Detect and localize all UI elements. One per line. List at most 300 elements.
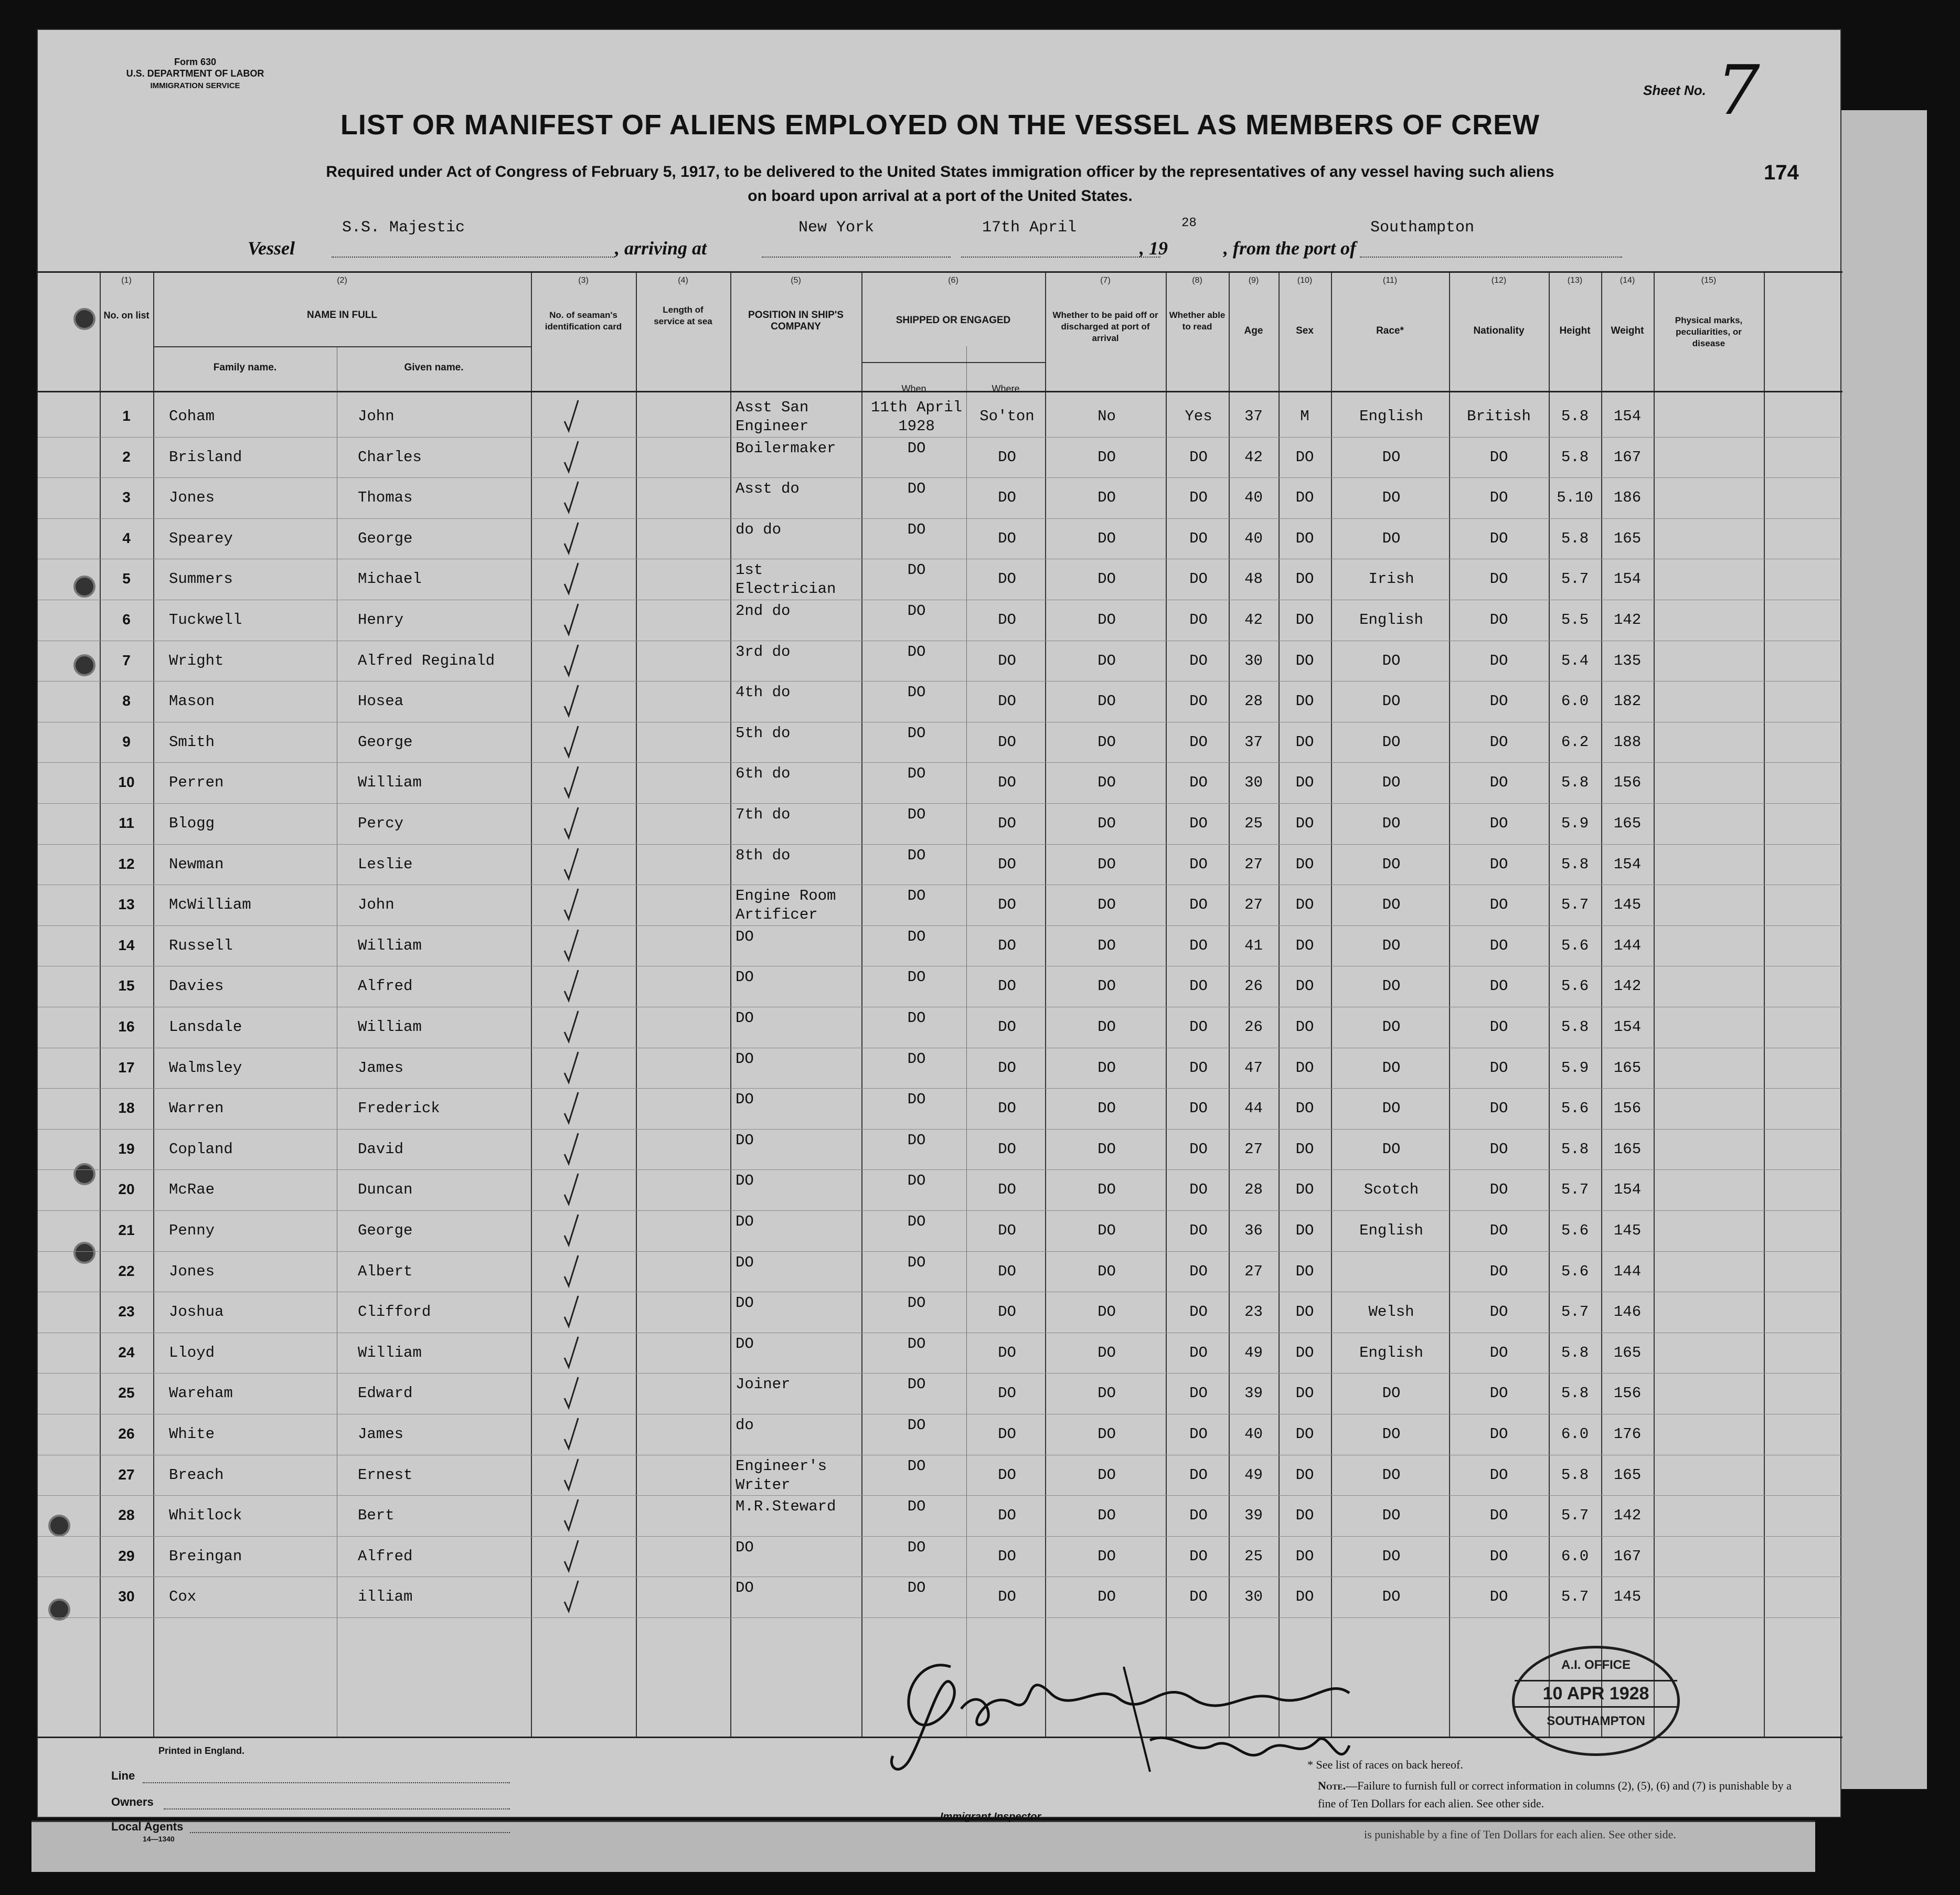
cell-race: DO (1382, 1507, 1401, 1525)
cell-paid: DO (1098, 652, 1116, 669)
cell-where: DO (998, 529, 1016, 547)
cell-no: 6 (122, 611, 131, 627)
cell-no: 25 (118, 1385, 135, 1401)
cell-weight: 188 (1613, 733, 1642, 751)
table-row (38, 1373, 1842, 1414)
header-where: Where (992, 384, 1020, 394)
cell-where: DO (998, 489, 1016, 507)
cell-given: Alfred Reginald (358, 652, 495, 669)
cell-when: DO (907, 1253, 926, 1271)
cell-weight: 156 (1613, 774, 1642, 792)
cell-read: DO (1189, 529, 1208, 547)
port-dotline (762, 257, 951, 258)
cell-height: 5.7 (1561, 1588, 1589, 1606)
cell-read: DO (1189, 1466, 1208, 1484)
cell-where: DO (998, 733, 1016, 751)
cell-height: 5.6 (1561, 936, 1589, 954)
cell-pos: DO (736, 1579, 754, 1597)
cell-where: DO (998, 1466, 1016, 1484)
cell-read: DO (1189, 1222, 1208, 1239)
cell-family: Coham (169, 408, 215, 425)
cell-when: DO (907, 1009, 926, 1027)
cell-weight: 165 (1613, 1344, 1642, 1361)
cell-no: 5 (122, 570, 131, 587)
cell-no: 12 (118, 855, 135, 872)
cell-where: DO (998, 1425, 1016, 1443)
cell-read: DO (1189, 1344, 1208, 1361)
cell-height: 5.6 (1561, 1262, 1589, 1280)
header-age: Age (1244, 325, 1263, 336)
cell-pos: DO (736, 1213, 754, 1230)
cell-age: 42 (1244, 448, 1263, 466)
cell-sex: M (1300, 408, 1309, 425)
cell-race: DO (1382, 774, 1401, 792)
form-subtitle (206, 160, 1675, 208)
form-code: 14—1340 (143, 1835, 175, 1843)
cell-race: DO (1382, 936, 1401, 954)
cell-no: 27 (118, 1466, 135, 1483)
cell-when: DO (907, 846, 926, 864)
cell-nat: DO (1489, 1140, 1508, 1158)
header-name-in-full: NAME IN FULL (306, 310, 378, 321)
stamp-top: A.I. OFFICE (1561, 1658, 1631, 1672)
cell-weight: 182 (1613, 693, 1642, 710)
cell-pos: 2nd do (736, 602, 791, 620)
table-row (38, 1577, 1842, 1617)
cell-age: 37 (1244, 408, 1263, 425)
cell-read: DO (1189, 1385, 1208, 1402)
cell-no: 19 (118, 1140, 135, 1157)
cell-age: 47 (1244, 1059, 1263, 1077)
table-row (38, 1088, 1842, 1129)
table-row (38, 477, 1842, 518)
cell-no: 9 (122, 733, 131, 750)
header-able-read: Whether able to read (1169, 310, 1226, 332)
col-num-13: (13) (1567, 276, 1583, 285)
check-mark (562, 1090, 580, 1127)
cell-sex: DO (1295, 1222, 1314, 1239)
cell-given: George (358, 733, 413, 751)
table-row (38, 437, 1842, 478)
cell-family: Walmsley (169, 1059, 242, 1077)
office-stamp (1512, 1646, 1680, 1756)
cell-weight: 145 (1613, 1222, 1642, 1239)
cell-weight: 176 (1613, 1425, 1642, 1443)
cell-read: DO (1189, 611, 1208, 629)
cell-height: 5.8 (1561, 448, 1589, 466)
note-text: —Failure to furnish full or correct information in columns (2), (5), (6) and (7) is punishable by a fine of Ten Dollars for each alien. See other side. (1318, 1779, 1792, 1810)
check-mark (562, 439, 580, 476)
cell-weight: 144 (1613, 1262, 1642, 1280)
cell-weight: 156 (1613, 1385, 1642, 1402)
check-mark (562, 1538, 580, 1575)
cell-read: DO (1189, 1303, 1208, 1321)
cell-when: DO (907, 1498, 926, 1516)
cell-weight: 167 (1613, 448, 1642, 466)
cell-when: 11th April 1928 (870, 399, 963, 435)
cell-age: 39 (1244, 1385, 1263, 1402)
cell-paid: DO (1098, 1018, 1116, 1036)
from-port: Southampton (1370, 219, 1475, 237)
cell-race: DO (1382, 896, 1401, 914)
cell-family: McWilliam (169, 896, 251, 914)
table-row (38, 885, 1842, 925)
cell-paid: DO (1098, 570, 1116, 588)
cell-no: 3 (122, 489, 131, 506)
cell-where: DO (998, 1507, 1016, 1525)
cell-sex: DO (1295, 1547, 1314, 1565)
cell-weight: 165 (1613, 1140, 1642, 1158)
cell-race: DO (1382, 1059, 1401, 1077)
table-row (38, 844, 1842, 885)
cell-when: DO (907, 1091, 926, 1109)
cell-pos: do (736, 1417, 754, 1434)
cell-read: DO (1189, 733, 1208, 751)
cell-when: DO (907, 1131, 926, 1149)
cell-weight: 142 (1613, 611, 1642, 629)
vessel-name: S.S. Majestic (342, 219, 465, 237)
header-no-on-list: No. on list (103, 310, 150, 321)
check-mark (562, 887, 580, 923)
check-mark (562, 846, 580, 883)
header-subline (861, 362, 1045, 363)
cell-age: 41 (1244, 936, 1263, 954)
cell-age: 44 (1244, 1100, 1263, 1117)
cell-sex: DO (1295, 1018, 1314, 1036)
cell-given: Alfred (358, 977, 413, 995)
cell-age: 30 (1244, 774, 1263, 792)
cell-race: DO (1382, 489, 1401, 507)
cell-where: DO (998, 774, 1016, 792)
cell-age: 40 (1244, 529, 1263, 547)
cell-given: illiam (358, 1588, 413, 1606)
check-mark (562, 480, 580, 516)
table-row (38, 1414, 1842, 1455)
cell-given: William (358, 1344, 422, 1361)
cell-when: DO (907, 968, 926, 986)
cell-nat: DO (1489, 1059, 1508, 1077)
row-rule (38, 1495, 1842, 1496)
cell-family: Spearey (169, 529, 233, 547)
cell-read: DO (1189, 1547, 1208, 1565)
cell-pos: 6th do (736, 765, 791, 783)
arrival-port: New York (798, 219, 875, 237)
cell-pos: DO (736, 1091, 754, 1109)
cell-sex: DO (1295, 1588, 1314, 1606)
agents-dotline (190, 1832, 510, 1833)
cell-pos: DO (736, 1009, 754, 1027)
cell-paid: DO (1098, 1140, 1116, 1158)
cell-weight: 165 (1613, 815, 1642, 832)
check-mark (562, 1050, 580, 1087)
cell-nat: DO (1489, 1425, 1508, 1443)
header-given-name: Given name. (404, 362, 464, 373)
cell-race: DO (1382, 1018, 1401, 1036)
cell-given: George (358, 529, 413, 547)
cell-paid: DO (1098, 1425, 1116, 1443)
cell-when: DO (907, 1213, 926, 1230)
printed-in: Printed in England. (158, 1745, 245, 1756)
vessel-dotline (332, 257, 615, 258)
cell-height: 5.8 (1561, 1385, 1589, 1402)
cell-family: Cox (169, 1588, 197, 1606)
check-mark (562, 398, 580, 435)
cell-nat: DO (1489, 1466, 1508, 1484)
cell-age: 39 (1244, 1507, 1263, 1525)
cell-race: DO (1382, 693, 1401, 710)
header-shipped: SHIPPED OR ENGAGED (896, 315, 1011, 326)
cell-weight: 154 (1613, 408, 1642, 425)
cell-race: DO (1382, 1140, 1401, 1158)
cell-paid: DO (1098, 815, 1116, 832)
cell-age: 27 (1244, 1262, 1263, 1280)
cell-sex: DO (1295, 855, 1314, 873)
cell-sex: DO (1295, 1344, 1314, 1361)
cell-weight: 165 (1613, 529, 1642, 547)
cell-race: DO (1382, 448, 1401, 466)
cell-when: DO (907, 1579, 926, 1597)
cell-paid: DO (1098, 489, 1116, 507)
cell-family: Lansdale (169, 1018, 242, 1036)
cell-weight: 154 (1613, 570, 1642, 588)
cell-read: DO (1189, 855, 1208, 873)
cell-height: 5.6 (1561, 977, 1589, 995)
cell-age: 36 (1244, 1222, 1263, 1239)
cell-paid: DO (1098, 1466, 1116, 1484)
cell-pos: DO (736, 928, 754, 945)
cell-sex: DO (1295, 1385, 1314, 1402)
check-mark (562, 1375, 580, 1412)
header-paid-off: Whether to be paid off or discharged at port of arrival (1052, 310, 1158, 343)
vessel-label: Vessel (248, 238, 295, 259)
subtitle-line-1: Required under Act of Congress of February 5, 1917, to be delivered to the United States immigration officer by the representatives of any vessel having such aliens (326, 163, 1554, 180)
cell-pos: Asst San Engineer (736, 399, 809, 435)
cell-given: Ernest (358, 1466, 413, 1484)
cell-paid: DO (1098, 855, 1116, 873)
cell-no: 14 (118, 936, 135, 953)
cell-no: 18 (118, 1100, 135, 1116)
cell-age: 27 (1244, 896, 1263, 914)
line-dotline (143, 1782, 510, 1783)
cell-height: 5.8 (1561, 1140, 1589, 1158)
cell-age: 23 (1244, 1303, 1263, 1321)
cell-paid: DO (1098, 1181, 1116, 1199)
cell-nat: DO (1489, 448, 1508, 466)
cell-given: George (358, 1222, 413, 1239)
cell-pos: 1st Electrician (736, 561, 836, 598)
cell-height: 6.0 (1561, 693, 1589, 710)
cell-race: DO (1382, 977, 1401, 995)
cell-nat: DO (1489, 1344, 1508, 1361)
cell-where: DO (998, 1344, 1016, 1361)
cell-race: Welsh (1368, 1303, 1414, 1321)
cell-nat: DO (1489, 1181, 1508, 1199)
cell-race: DO (1382, 1425, 1401, 1443)
line-label: Line (111, 1769, 135, 1782)
cell-where: DO (998, 1100, 1016, 1117)
cell-age: 49 (1244, 1344, 1263, 1361)
cell-sex: DO (1295, 1466, 1314, 1484)
cell-paid: DO (1098, 936, 1116, 954)
cell-height: 6.0 (1561, 1547, 1589, 1565)
cell-nat: DO (1489, 936, 1508, 954)
table-row (38, 925, 1842, 966)
check-mark (562, 1253, 580, 1290)
cell-height: 5.8 (1561, 1018, 1589, 1036)
cell-pos: Boilermaker (736, 439, 836, 457)
subtitle-line-2: on board upon arrival at a port of the United States. (748, 187, 1133, 205)
cell-when: DO (907, 806, 926, 823)
cell-age: 37 (1244, 733, 1263, 751)
cell-nat: DO (1489, 815, 1508, 832)
cell-paid: DO (1098, 896, 1116, 914)
header-physical-marks: Physical marks, peculiarities, or disease (1675, 315, 1743, 348)
inspector-label: Immigrant Inspector. (940, 1811, 1043, 1823)
cell-when: DO (907, 684, 926, 701)
header-sex: Sex (1296, 325, 1314, 336)
cell-paid: DO (1098, 1344, 1116, 1361)
cell-sex: DO (1295, 611, 1314, 629)
cell-paid: No (1098, 408, 1116, 425)
cell-read: DO (1189, 1059, 1208, 1077)
cell-height: 5.7 (1561, 1303, 1589, 1321)
cell-where: DO (998, 652, 1016, 669)
cell-family: Wareham (169, 1385, 233, 1402)
cell-nat: DO (1489, 1507, 1508, 1525)
cell-sex: DO (1295, 977, 1314, 995)
cell-paid: DO (1098, 448, 1116, 466)
cell-sex: DO (1295, 652, 1314, 669)
table-row (38, 559, 1842, 600)
header-length-service: Length of service at sea (654, 305, 712, 326)
cell-height: 5.6 (1561, 1100, 1589, 1117)
table-row (38, 1292, 1842, 1333)
owners-dotline (164, 1808, 510, 1809)
cell-pos: 4th do (736, 684, 791, 701)
cell-family: Breingan (169, 1547, 242, 1565)
cell-sex: DO (1295, 448, 1314, 466)
cell-height: 5.7 (1561, 1181, 1589, 1199)
cell-given: James (358, 1059, 404, 1077)
check-mark (562, 1212, 580, 1249)
table-row (38, 1495, 1842, 1536)
cell-nat: DO (1489, 855, 1508, 873)
cell-when: DO (907, 1376, 926, 1393)
cell-given: William (358, 936, 422, 954)
cell-pos: Engine Room Artificer (736, 887, 836, 924)
cell-where: DO (998, 815, 1016, 832)
cell-no: 21 (118, 1222, 135, 1238)
header-height: Height (1559, 325, 1591, 336)
cell-pos: DO (736, 1131, 754, 1149)
cell-pos: DO (736, 1253, 754, 1271)
cell-given: William (358, 1018, 422, 1036)
cell-where: DO (998, 611, 1016, 629)
cell-given: Edward (358, 1385, 413, 1402)
cell-read: DO (1189, 1425, 1208, 1443)
date-dotline (961, 257, 1160, 258)
cell-weight: 145 (1613, 1588, 1642, 1606)
table-row (38, 1129, 1842, 1170)
cell-given: Thomas (358, 489, 413, 507)
cell-family: Brisland (169, 448, 242, 466)
cell-race: English (1359, 408, 1423, 425)
cell-sex: DO (1295, 774, 1314, 792)
cell-where: DO (998, 1262, 1016, 1280)
cell-height: 6.0 (1561, 1425, 1589, 1443)
cell-paid: DO (1098, 693, 1116, 710)
cell-family: Mason (169, 693, 215, 710)
cell-age: 27 (1244, 855, 1263, 873)
cell-pos: DO (736, 1538, 754, 1556)
cell-family: Breach (169, 1466, 224, 1484)
cell-nat: DO (1489, 1588, 1508, 1606)
cell-when: DO (907, 1050, 926, 1068)
cell-no: 17 (118, 1059, 135, 1076)
from-dotline (1360, 257, 1622, 258)
cell-paid: DO (1098, 1222, 1116, 1239)
row-rule (38, 437, 1842, 438)
cell-race: DO (1382, 855, 1401, 873)
cell-nat: DO (1489, 611, 1508, 629)
back-sheet-bottom (31, 1821, 1815, 1872)
cell-no: 2 (122, 448, 131, 465)
cell-when: DO (907, 439, 926, 457)
table-row (38, 1536, 1842, 1577)
col-num-5: (5) (791, 276, 801, 285)
cell-height: 5.8 (1561, 408, 1589, 425)
cell-family: Whitlock (169, 1507, 242, 1525)
cell-read: DO (1189, 489, 1208, 507)
check-mark (562, 683, 580, 720)
cell-family: Blogg (169, 815, 215, 832)
cell-height: 5.10 (1557, 489, 1593, 507)
cell-given: Hosea (358, 693, 404, 710)
cell-height: 5.6 (1561, 1222, 1589, 1239)
cell-sex: DO (1295, 815, 1314, 832)
cell-read: DO (1189, 1140, 1208, 1158)
cell-weight: 135 (1613, 652, 1642, 669)
cell-paid: DO (1098, 774, 1116, 792)
cell-when: DO (907, 1294, 926, 1312)
cell-race: Scotch (1364, 1181, 1419, 1199)
cell-race: DO (1382, 733, 1401, 751)
cell-nat: DO (1489, 733, 1508, 751)
cell-weight: 165 (1613, 1059, 1642, 1077)
header-nationality: Nationality (1473, 325, 1525, 336)
row-rule (38, 1210, 1842, 1211)
cell-where: DO (998, 693, 1016, 710)
check-mark (562, 1457, 580, 1494)
cell-age: 30 (1244, 652, 1263, 669)
cell-where: DO (998, 1140, 1016, 1158)
cell-when: DO (907, 887, 926, 905)
cell-nat: British (1467, 408, 1531, 425)
cell-pos: DO (736, 1335, 754, 1353)
col-num-11: (11) (1382, 276, 1398, 285)
table-row (38, 1251, 1842, 1292)
cell-height: 5.8 (1561, 1466, 1589, 1484)
arrival-date: 17th April (982, 219, 1077, 237)
header-family-name: Family name. (213, 362, 277, 373)
cell-height: 5.8 (1561, 855, 1589, 873)
cell-sex: DO (1295, 936, 1314, 954)
row-rule (38, 477, 1842, 478)
cell-sex: DO (1295, 1100, 1314, 1117)
table-row (38, 641, 1842, 682)
cell-sex: DO (1295, 1181, 1314, 1199)
cell-when: DO (907, 602, 926, 620)
